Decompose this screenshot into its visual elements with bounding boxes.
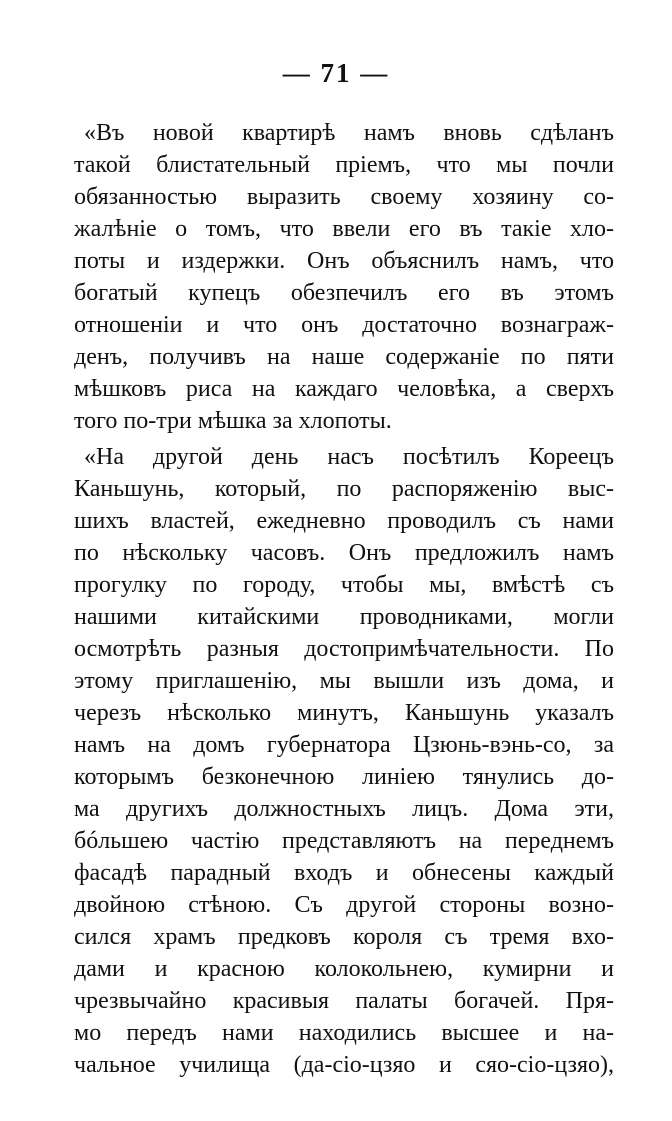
text-line: шихъ властей, ежедневно проводилъ съ нами [74,508,614,534]
text-line: отношеніи и что онъ достаточно вознаграж- [74,312,614,338]
text-line: бóльшею частію представляютъ на переднемъ [74,828,614,854]
text-line: фасадѣ парадный входъ и обнесены каждый [74,860,614,886]
text-line: ма другихъ должностныхъ лицъ. Дома эти, [74,796,614,822]
text-line: того по-три мѣшка за хлопоты. [74,408,392,434]
text-line: обязанностью выразить своему хозяину со- [74,184,614,210]
text-line: «На другой день насъ посѣтилъ Кореецъ [84,444,614,470]
text-line: которымъ безконечною линіею тянулись до- [74,764,614,790]
text-line: чальное училища (да-сіо-цзяо и сяо-сіо-цзяо), [74,1052,614,1078]
text-line: такой блистательный пріемъ, что мы почли [74,152,614,178]
text-line: чрезвычайно красивыя палаты богачей. Пря- [74,988,614,1014]
text-line: дами и красною колокольнею, кумирни и [74,956,614,982]
text-line: прогулку по городу, чтобы мы, вмѣстѣ съ [74,572,614,598]
text-line: «Въ новой квартирѣ намъ вновь сдѣланъ [84,120,614,146]
text-line: богатый купецъ обезпечилъ его въ этомъ [74,280,614,306]
body-text [74,117,614,1081]
text-line: по нѣскольку часовъ. Онъ предложилъ намъ [74,540,614,566]
text-line: сился храмъ предковъ короля съ тремя вхо- [74,924,614,950]
text-line: мо передъ нами находились высшее и на- [74,1020,614,1046]
text-line: двойною стѣною. Съ другой стороны возно- [74,892,614,918]
paragraph-1 [74,117,614,437]
text-line: этому приглашенію, мы вышли изъ дома, и [74,668,614,694]
text-line: нашими китайскими проводниками, могли [74,604,614,630]
page-number: — 71 — [282,58,390,88]
text-line: осмотрѣть разныя достопримѣчательности. По [74,636,614,662]
text-line: намъ на домъ губернатора Цзюнь-вэнь-со, за [74,732,614,758]
text-line: черезъ нѣсколько минутъ, Каньшунь указалъ [74,700,614,726]
text-line: жалѣніе о томъ, что ввели его въ такіе хло- [74,216,614,242]
text-line: поты и издержки. Онъ объяснилъ намъ, что [74,248,614,274]
text-line: денъ, получивъ на наше содержаніе по пяти [74,344,614,370]
text-line: мѣшковъ риса на каждаго человѣка, а сверхъ [74,376,614,402]
text-line: Каньшунь, который, по распоряженію выс- [74,476,614,502]
paragraph-2 [74,441,614,1081]
